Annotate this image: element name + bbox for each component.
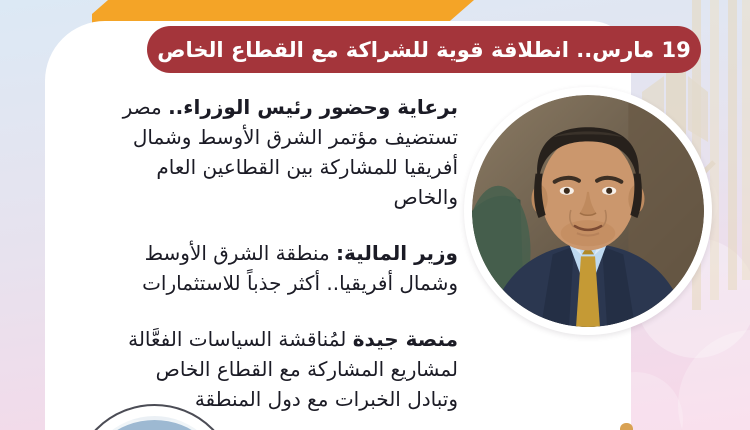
paragraph-minister-quote — [110, 238, 458, 298]
article-text — [110, 92, 458, 430]
paragraph-lead: برعاية وحضور رئيس الوزراء.. — [168, 95, 458, 119]
paragraph-body: مصر تستضيف مؤتمر الشرق الأوسط وشمال أفريقيا للمشاركة بين القطاعين العام والخاص — [122, 95, 458, 209]
headline-text: 19 مارس.. انطلاقة قوية للشراكة مع القطاع الخاص — [157, 37, 691, 62]
minister-portrait — [472, 95, 704, 327]
headline-banner — [147, 26, 701, 73]
paragraph-platform — [110, 324, 458, 414]
paragraph-lead: منصة جيدة — [352, 327, 458, 351]
portrait-ring — [464, 87, 712, 335]
bottom-accent-dot — [620, 423, 633, 430]
paragraph-lead: وزير المالية: — [336, 241, 458, 265]
paragraph-body: لمُناقشة السياسات الفعَّالة لمشاريع المشاركة مع القطاع الخاص وتبادل الخبرات مع دول المنطقة — [128, 327, 458, 411]
paragraph-conference — [110, 92, 458, 212]
paragraph-body: منطقة الشرق الأوسط وشمال أفريقيا.. أكثر جذباً للاستثمارات — [142, 241, 458, 295]
